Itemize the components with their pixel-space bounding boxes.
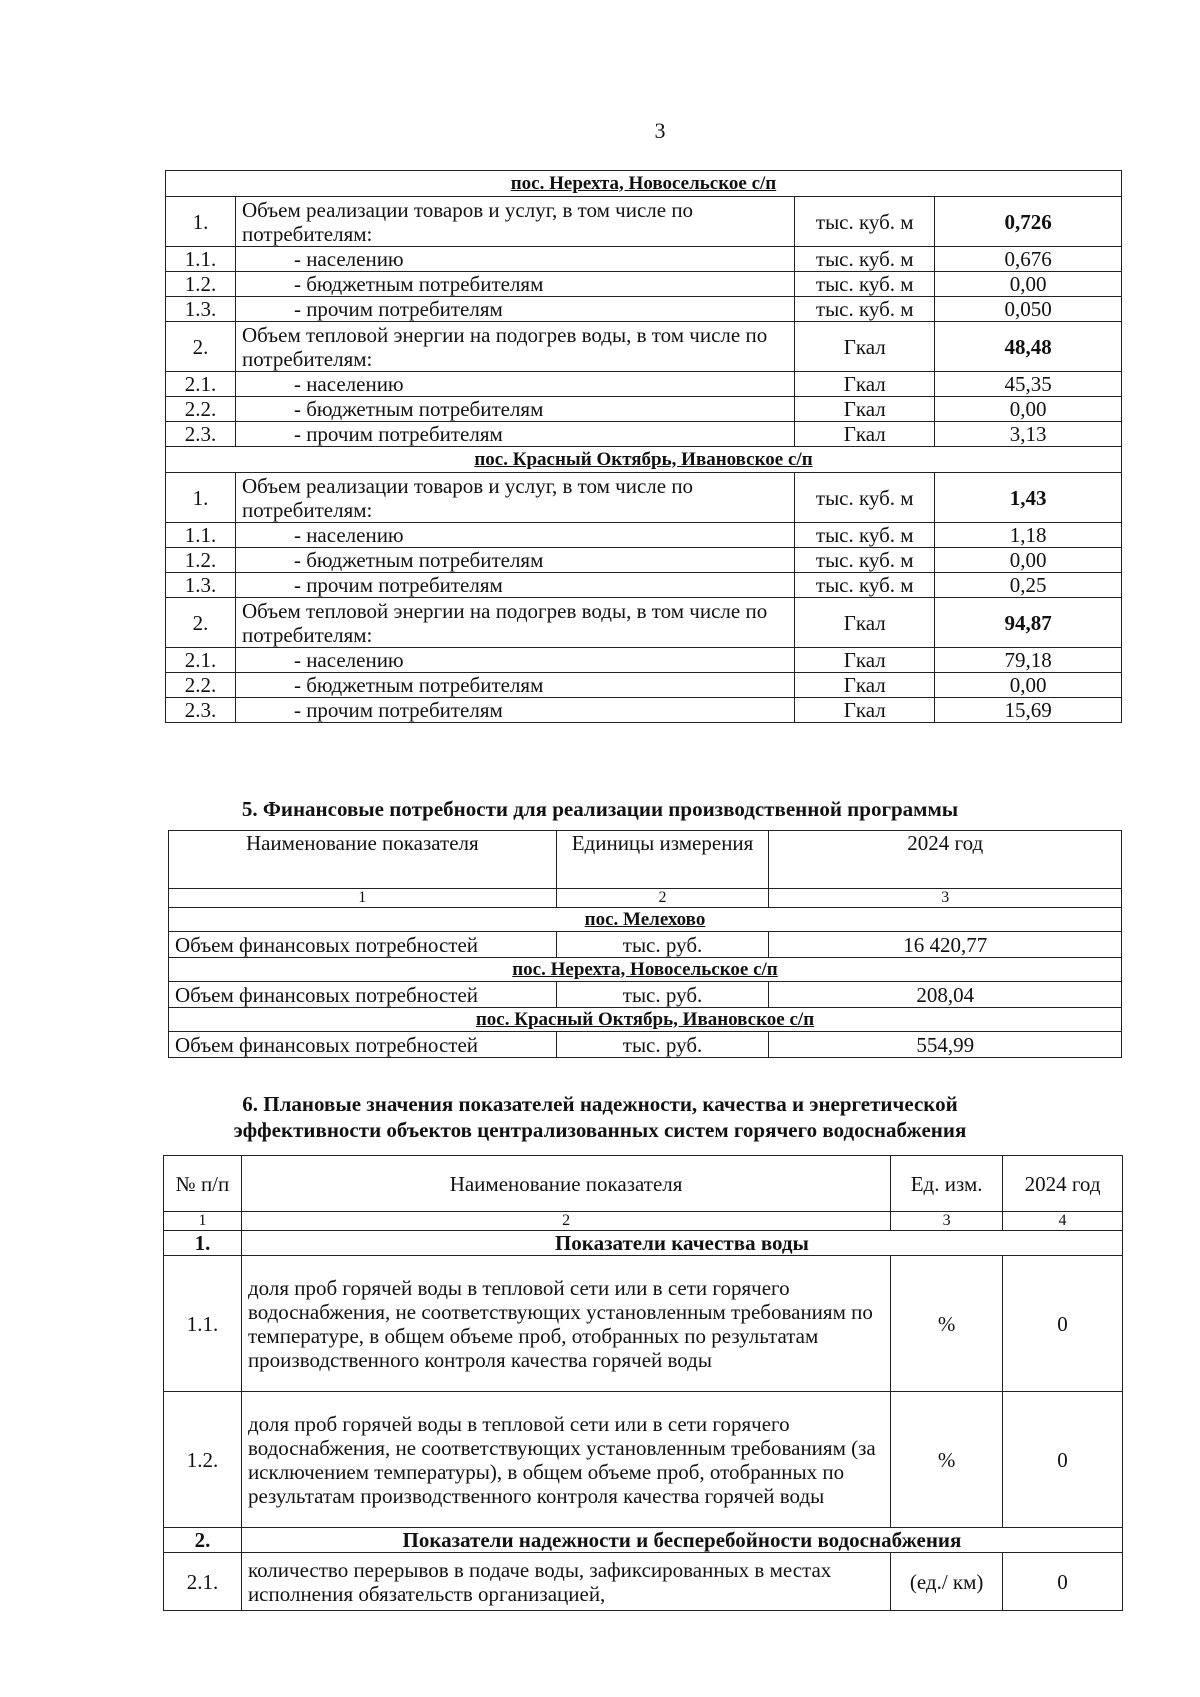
row-value: 0,00 xyxy=(935,548,1122,573)
row-unit: % xyxy=(891,1256,1003,1392)
row-num: 2. xyxy=(166,598,236,648)
row-name: - бюджетным потребителям xyxy=(235,397,794,422)
row-num: 1.2. xyxy=(164,1392,242,1528)
row-num: 2.3. xyxy=(166,422,236,447)
row-num: 1.3. xyxy=(166,573,236,598)
row-num: 1.2. xyxy=(166,272,236,297)
row-unit: тыс. руб. xyxy=(556,932,769,958)
row-name: Объем реализации товаров и услуг, в том числе по потребителям: xyxy=(235,197,794,247)
row-unit: тыс. куб. м xyxy=(795,247,935,272)
row-name: - бюджетным потребителям xyxy=(235,673,794,698)
row-unit: Гкал xyxy=(795,598,935,648)
page-number: 3 xyxy=(654,118,666,143)
group-title: Показатели качества воды xyxy=(241,1231,1122,1256)
row-name: доля проб горячей воды в тепловой сети или в сети горячего водоснабжения, не соответствующих установленным требованиям по температуре, в общем объеме проб, отобранных по результатам производственного контроля качества горячей воды xyxy=(241,1256,890,1392)
header-unit: Ед. изм. xyxy=(891,1156,1003,1212)
row-name: - прочим потребителям xyxy=(235,698,794,723)
col-number: 1 xyxy=(164,1212,242,1231)
indicators-table xyxy=(163,1155,1123,1611)
row-num: 1.2. xyxy=(166,548,236,573)
row-unit: тыс. куб. м xyxy=(795,523,935,548)
section-title: пос. Красный Октябрь, Ивановское с/п xyxy=(166,447,1122,473)
row-value: 1,18 xyxy=(935,523,1122,548)
col-number: 3 xyxy=(769,889,1122,908)
row-value: 94,87 xyxy=(935,598,1122,648)
row-num: 1. xyxy=(166,473,236,523)
row-name: - населению xyxy=(235,648,794,673)
row-value: 0,050 xyxy=(935,297,1122,322)
row-num: 2.2. xyxy=(166,673,236,698)
section5-heading: 5. Финансовые потребности для реализации производственной программы xyxy=(241,797,959,821)
row-value: 554,99 xyxy=(769,1032,1122,1058)
group-title: пос. Красный Октябрь, Ивановское с/п xyxy=(169,1008,1122,1032)
header-year: 2024 год xyxy=(1003,1156,1123,1212)
header-name: Наименование показателя xyxy=(241,1156,890,1212)
row-value: 0,00 xyxy=(935,397,1122,422)
row-value: 15,69 xyxy=(935,698,1122,723)
row-value: 0,00 xyxy=(935,673,1122,698)
row-name: - населению xyxy=(235,523,794,548)
row-name: - населению xyxy=(235,247,794,272)
row-unit: Гкал xyxy=(795,648,935,673)
row-unit: Гкал xyxy=(795,422,935,447)
row-unit: Гкал xyxy=(795,698,935,723)
row-value: 45,35 xyxy=(935,372,1122,397)
row-name: - населению xyxy=(235,372,794,397)
row-value: 0 xyxy=(1003,1553,1123,1611)
header-name: Наименование показателя xyxy=(169,831,557,889)
col-number: 1 xyxy=(169,889,557,908)
row-unit: Гкал xyxy=(795,397,935,422)
row-value: 48,48 xyxy=(935,322,1122,372)
header-num: № п/п xyxy=(164,1156,242,1212)
row-name: количество перерывов в подаче воды, зафиксированных в местах исполнения обязательств организацией, xyxy=(241,1553,890,1611)
row-name: доля проб горячей воды в тепловой сети или в сети горячего водоснабжения, не соответствующих установленным требованиям (за исключением температуры), в общем объеме проб, отобранных по результатам производственного контроля качества горячей воды xyxy=(241,1392,890,1528)
row-name: Объем тепловой энергии на подогрев воды, в том числе по потребителям: xyxy=(235,322,794,372)
row-value: 79,18 xyxy=(935,648,1122,673)
row-num: 2.2. xyxy=(166,397,236,422)
row-unit: тыс. куб. м xyxy=(795,473,935,523)
row-num: 1.1. xyxy=(164,1256,242,1392)
row-value: 0,726 xyxy=(935,197,1122,247)
row-value: 0 xyxy=(1003,1256,1123,1392)
header-unit: Единицы измерения xyxy=(556,831,769,889)
row-unit: тыс. руб. xyxy=(556,1032,769,1058)
row-name: - прочим потребителям xyxy=(235,573,794,598)
row-name: Объем реализации товаров и услуг, в том числе по потребителям: xyxy=(235,473,794,523)
row-unit: Гкал xyxy=(795,673,935,698)
row-num: 1. xyxy=(166,197,236,247)
row-name: - прочим потребителям xyxy=(235,297,794,322)
row-name: - прочим потребителям xyxy=(235,422,794,447)
group-num: 2. xyxy=(164,1528,242,1553)
row-num: 1.3. xyxy=(166,297,236,322)
row-unit: тыс. куб. м xyxy=(795,573,935,598)
row-unit: % xyxy=(891,1392,1003,1528)
row-unit: Гкал xyxy=(795,372,935,397)
row-unit: тыс. куб. м xyxy=(795,272,935,297)
col-number: 4 xyxy=(1003,1212,1123,1231)
row-name: Объем финансовых потребностей xyxy=(169,982,557,1008)
row-num: 2.1. xyxy=(166,372,236,397)
row-name: Объем финансовых потребностей xyxy=(169,932,557,958)
row-num: 1.1. xyxy=(166,523,236,548)
row-num: 2. xyxy=(166,322,236,372)
row-unit: тыс. куб. м xyxy=(795,548,935,573)
row-value: 0,00 xyxy=(935,272,1122,297)
col-number: 2 xyxy=(241,1212,890,1231)
row-value: 0,25 xyxy=(935,573,1122,598)
section6-heading-line2: эффективности объектов централизованных систем горячего водоснабжения xyxy=(233,1118,967,1142)
finance-table xyxy=(168,830,1122,1058)
group-num: 1. xyxy=(164,1231,242,1256)
row-unit: (ед./ км) xyxy=(891,1553,1003,1611)
row-num: 2.1. xyxy=(166,648,236,673)
header-year: 2024 год xyxy=(769,831,1122,889)
row-value: 16 420,77 xyxy=(769,932,1122,958)
row-num: 2.3. xyxy=(166,698,236,723)
row-num: 2.1. xyxy=(164,1553,242,1611)
row-name: Объем финансовых потребностей xyxy=(169,1032,557,1058)
section6-heading-line1: 6. Плановые значения показателей надежности, качества и энергетической xyxy=(242,1092,958,1116)
row-name: - бюджетным потребителям xyxy=(235,548,794,573)
row-value: 3,13 xyxy=(935,422,1122,447)
row-unit: тыс. куб. м xyxy=(795,197,935,247)
group-title: пос. Нерехта, Новосельское с/п xyxy=(169,958,1122,982)
consumption-table xyxy=(165,170,1122,723)
row-value: 208,04 xyxy=(769,982,1122,1008)
row-num: 1.1. xyxy=(166,247,236,272)
col-number: 3 xyxy=(891,1212,1003,1231)
row-value: 0 xyxy=(1003,1392,1123,1528)
group-title: Показатели надежности и бесперебойности водоснабжения xyxy=(241,1528,1122,1553)
group-title: пос. Мелехово xyxy=(169,908,1122,932)
row-unit: Гкал xyxy=(795,322,935,372)
row-name: - бюджетным потребителям xyxy=(235,272,794,297)
row-value: 0,676 xyxy=(935,247,1122,272)
row-unit: тыс. куб. м xyxy=(795,297,935,322)
row-unit: тыс. руб. xyxy=(556,982,769,1008)
col-number: 2 xyxy=(556,889,769,908)
section-title: пос. Нерехта, Новосельское с/п xyxy=(166,171,1122,197)
row-name: Объем тепловой энергии на подогрев воды, в том числе по потребителям: xyxy=(235,598,794,648)
row-value: 1,43 xyxy=(935,473,1122,523)
